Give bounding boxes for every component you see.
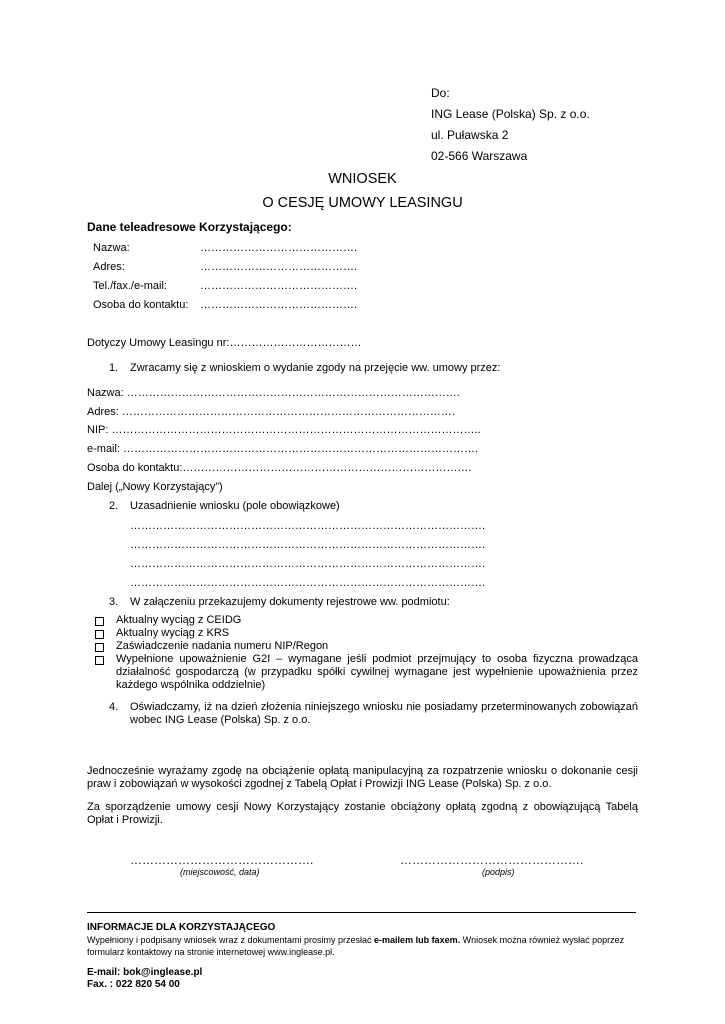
contact-phone-label: Tel./fax./e-mail: xyxy=(93,280,167,292)
checkbox-krs-label: Aktualny wyciąg z KRS xyxy=(116,627,230,639)
new-client-note: Dalej („Nowy Korzystający”) xyxy=(87,481,223,493)
contact-person-field[interactable]: ……………………………………. xyxy=(200,299,358,311)
address-city: 02-566 Warszawa xyxy=(431,149,528,163)
contact-person-label: Osoba do kontaktu: xyxy=(93,299,189,311)
info-text-before: Wypełniony i podpisany wniosek wraz z dokumentami prosimy przesłać xyxy=(87,935,375,945)
checkbox-ceidg[interactable] xyxy=(95,617,104,626)
contact-phone-field[interactable]: ……………………………………. xyxy=(200,280,358,292)
info-text-after: Wniosek można również wysłać poprzez formularz kontaktowy na stronie internetowej www.inglease.pl. xyxy=(87,935,625,957)
info-fax: Fax. : 022 820 54 00 xyxy=(87,979,180,990)
checkbox-ceidg-label: Aktualny wyciąg z CEIDG xyxy=(116,614,242,626)
contract-number-line[interactable]: Dotyczy Umowy Leasingu nr:……………………………… xyxy=(87,337,362,349)
item2-number: 2. xyxy=(109,500,119,512)
justification-line[interactable]: ……………………………………………………………………………………. xyxy=(130,539,486,551)
item4-text: Oświadczamy, iż na dzień złożenia niniejszego wniosku nie posiadamy przeterminowanych zobowiązań wobec ING Lease (Polska) Sp. z o.o. xyxy=(130,701,638,726)
item1-number: 1. xyxy=(109,362,119,374)
contact-address-label: Adres: xyxy=(93,261,125,273)
info-text xyxy=(87,934,640,958)
new-client-name-field[interactable]: Nazwa: ………………………………………………………………………………. xyxy=(87,387,460,399)
document-title: WNIOSEK xyxy=(328,171,397,187)
justification-line[interactable]: ……………………………………………………………………………………. xyxy=(130,577,486,589)
contact-name-field[interactable]: ……………………………………. xyxy=(200,242,358,254)
item3-text: W załączeniu przekazujemy dokumenty rejestrowe ww. podmiotu: xyxy=(130,596,450,608)
new-client-nip-field[interactable]: NIP: ……………………………………………………………………………………….. xyxy=(87,424,481,436)
new-client-address-field[interactable]: Adres: ………………………………………………………………………………. xyxy=(87,406,455,418)
new-client-person-field[interactable]: Osoba do kontaktu:……………………………………………………………………. xyxy=(87,462,472,474)
place-date-field[interactable]: ………………………………………. xyxy=(130,853,314,867)
place-date-caption: (miejscowość, data) xyxy=(180,867,260,877)
checkbox-nip-regon[interactable] xyxy=(95,643,104,652)
justification-line[interactable]: ……………………………………………………………………………………. xyxy=(130,520,486,532)
info-email[interactable]: E-mail: bok@inglease.pl xyxy=(87,967,203,978)
address-company: ING Lease (Polska) Sp. z o.o. xyxy=(431,107,590,121)
info-text-bold: e-mailem lub faxem. xyxy=(374,935,461,945)
new-client-email-field[interactable]: e-mail: ……………………………………………………………………………………. xyxy=(87,443,479,455)
document-subtitle: O CESJĘ UMOWY LEASINGU xyxy=(262,195,463,211)
checkbox-g2i-label: Wypełnione upoważnienie G2I – wymagane jeśli podmiot przejmujący to osoba fizyczna prowadząca działalność gospodarczą (w przypadku spółki cywilnej wymagane jest wypełnienie upoważnienia przez każdego wspólnika oddzielnie) xyxy=(116,653,638,691)
address-street: ul. Puławska 2 xyxy=(431,128,509,142)
checkbox-g2i[interactable] xyxy=(95,656,104,665)
info-heading: INFORMACJE DLA KORZYSTAJĄCEGO xyxy=(87,922,276,933)
checkbox-nip-regon-label: Zaświadczenie nadania numeru NIP/Regon xyxy=(116,640,329,652)
address-to: Do: xyxy=(431,86,450,100)
fee-consent-paragraph: Jednocześnie wyrażamy zgodę na obciążenie opłatą manipulacyjną za rozpatrzenie wniosku o dokonanie cesji praw i zobowiązań w wysokości zgodnej z Tabelą Opłat i Prowizji ING Lease (Polska) Sp. z o.o. xyxy=(87,765,638,790)
footer-divider xyxy=(87,912,636,913)
justification-line[interactable]: ……………………………………………………………………………………. xyxy=(130,558,486,570)
checkbox-krs[interactable] xyxy=(95,630,104,639)
fee-info-paragraph: Za sporządzenie umowy cesji Nowy Korzystający zostanie obciążony opłatą zgodną z obowiązującą Tabelą Opłat i Prowizji. xyxy=(87,801,638,826)
item1-text: Zwracamy się z wnioskiem o wydanie zgody na przejęcie ww. umowy przez: xyxy=(130,362,501,374)
contact-address-field[interactable]: ……………………………………. xyxy=(200,261,358,273)
item4-number: 4. xyxy=(109,701,119,713)
contact-name-label: Nazwa: xyxy=(93,242,130,254)
signature-caption: (podpis) xyxy=(482,867,515,877)
contact-heading: Dane teleadresowe Korzystającego: xyxy=(87,220,292,234)
signature-field[interactable]: ………………………………………. xyxy=(400,853,584,867)
item3-number: 3. xyxy=(109,596,119,608)
item2-text: Uzasadnienie wniosku (pole obowiązkowe) xyxy=(130,500,340,512)
